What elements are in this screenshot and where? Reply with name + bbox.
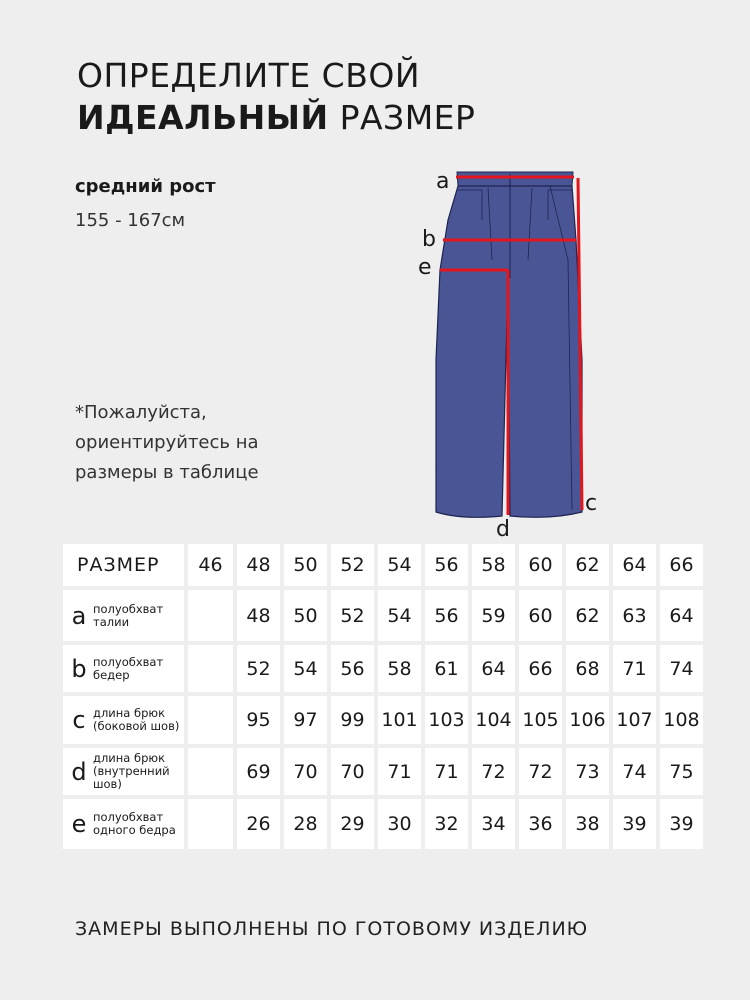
- table-header-size: 64: [613, 544, 656, 586]
- footer-note: ЗАМЕРЫ ВЫПОЛНЕНЫ ПО ГОТОВОМУ ИЗДЕЛИЮ: [75, 918, 589, 940]
- table-cell: 61: [425, 645, 468, 692]
- row-description: длина брюк (внутренний шов): [93, 751, 170, 791]
- table-cell: 68: [566, 645, 609, 692]
- table-cell: 105: [519, 696, 562, 744]
- table-header-label: РАЗМЕР: [63, 544, 184, 586]
- table-row-label: [63, 799, 184, 849]
- table-cell: 74: [613, 748, 656, 795]
- table-cell: 58: [378, 645, 421, 692]
- table-cell: 73: [566, 748, 609, 795]
- table-cell: 74: [660, 645, 703, 692]
- table-cell: 39: [660, 799, 703, 849]
- table-row-label: [63, 748, 184, 795]
- table-cell: 101: [378, 696, 421, 744]
- table-cell: 38: [566, 799, 609, 849]
- table-cell: 97: [284, 696, 327, 744]
- table-cell: 99: [331, 696, 374, 744]
- table-cell: 72: [519, 748, 562, 795]
- table-header-size: 46: [188, 544, 233, 586]
- pants-waistband: [457, 172, 573, 186]
- table-row-label: [63, 645, 184, 692]
- title-line-1: ОПРЕДЕЛИТЕ СВОЙ: [77, 56, 421, 95]
- table-cell: 71: [378, 748, 421, 795]
- title-rest: РАЗМЕР: [328, 98, 476, 137]
- title-line-2: [77, 97, 475, 139]
- table-cell: 29: [331, 799, 374, 849]
- height-label: средний рост: [75, 176, 216, 197]
- table-cell: 59: [472, 590, 515, 641]
- table-cell: 95: [237, 696, 280, 744]
- size-table: [63, 544, 703, 849]
- table-cell: 36: [519, 799, 562, 849]
- table-header-size: 66: [660, 544, 703, 586]
- row-description: полуобхват бедер: [93, 654, 164, 682]
- table-cell: 34: [472, 799, 515, 849]
- pants-diagram: [410, 160, 620, 540]
- size-note: *Пожалуйста, ориентируйтесь на размеры в таблице: [75, 402, 259, 483]
- table-cell: 62: [566, 590, 609, 641]
- table-cell: 26: [237, 799, 280, 849]
- table-cell: 70: [284, 748, 327, 795]
- table-cell: 52: [237, 645, 280, 692]
- table-header-size: 48: [237, 544, 280, 586]
- row-letter: c: [72, 706, 86, 734]
- table-header-size: 58: [472, 544, 515, 586]
- row-letter: d: [71, 757, 87, 786]
- table-cell: 103: [425, 696, 468, 744]
- table-cell: 106: [566, 696, 609, 744]
- table-cell: 52: [331, 590, 374, 641]
- measure-label-d: d: [496, 517, 510, 540]
- row-description: полуобхват талии: [93, 601, 164, 629]
- title-bold-word: ИДЕАЛЬНЫЙ: [77, 98, 329, 137]
- table-cell: 50: [284, 590, 327, 641]
- table-cell: 30: [378, 799, 421, 849]
- table-cell: [188, 645, 233, 692]
- table-cell: 28: [284, 799, 327, 849]
- table-cell: 39: [613, 799, 656, 849]
- table-cell: 69: [237, 748, 280, 795]
- page-title: [77, 55, 475, 139]
- row-letter: a: [71, 601, 87, 630]
- table-cell: 104: [472, 696, 515, 744]
- table-cell: 71: [425, 748, 468, 795]
- table-header-size: 60: [519, 544, 562, 586]
- table-header-size: 56: [425, 544, 468, 586]
- table-cell: 64: [660, 590, 703, 641]
- table-cell: 71: [613, 645, 656, 692]
- table-row-label: [63, 696, 184, 744]
- height-range: 155 - 167см: [75, 210, 186, 231]
- table-cell: [188, 590, 233, 641]
- table-cell: 54: [284, 645, 327, 692]
- table-cell: 72: [472, 748, 515, 795]
- row-letter: b: [71, 654, 87, 683]
- table-cell: [188, 799, 233, 849]
- table-cell: 32: [425, 799, 468, 849]
- table-cell: 64: [472, 645, 515, 692]
- table-header-size: 62: [566, 544, 609, 586]
- table-header-size: 54: [378, 544, 421, 586]
- table-cell: 108: [660, 696, 703, 744]
- measure-label-c: c: [585, 491, 598, 516]
- row-description: длина брюк (боковой шов): [93, 706, 180, 733]
- table-cell: 54: [378, 590, 421, 641]
- table-header-size: 50: [284, 544, 327, 586]
- table-cell: 60: [519, 590, 562, 641]
- table-cell: 75: [660, 748, 703, 795]
- table-header-size: 52: [331, 544, 374, 586]
- row-description: полуобхват одного бедра: [93, 810, 176, 837]
- table-cell: [188, 696, 233, 744]
- table-cell: 48: [237, 590, 280, 641]
- table-row-label: [63, 590, 184, 641]
- table-cell: 56: [425, 590, 468, 641]
- table-cell: 107: [613, 696, 656, 744]
- measure-label-b: b: [422, 227, 436, 252]
- table-cell: 63: [613, 590, 656, 641]
- measure-label-e: e: [418, 255, 432, 280]
- table-cell: 66: [519, 645, 562, 692]
- table-cell: [188, 748, 233, 795]
- measure-label-a: a: [436, 169, 450, 194]
- row-letter: e: [71, 810, 87, 838]
- table-cell: 56: [331, 645, 374, 692]
- table-cell: 70: [331, 748, 374, 795]
